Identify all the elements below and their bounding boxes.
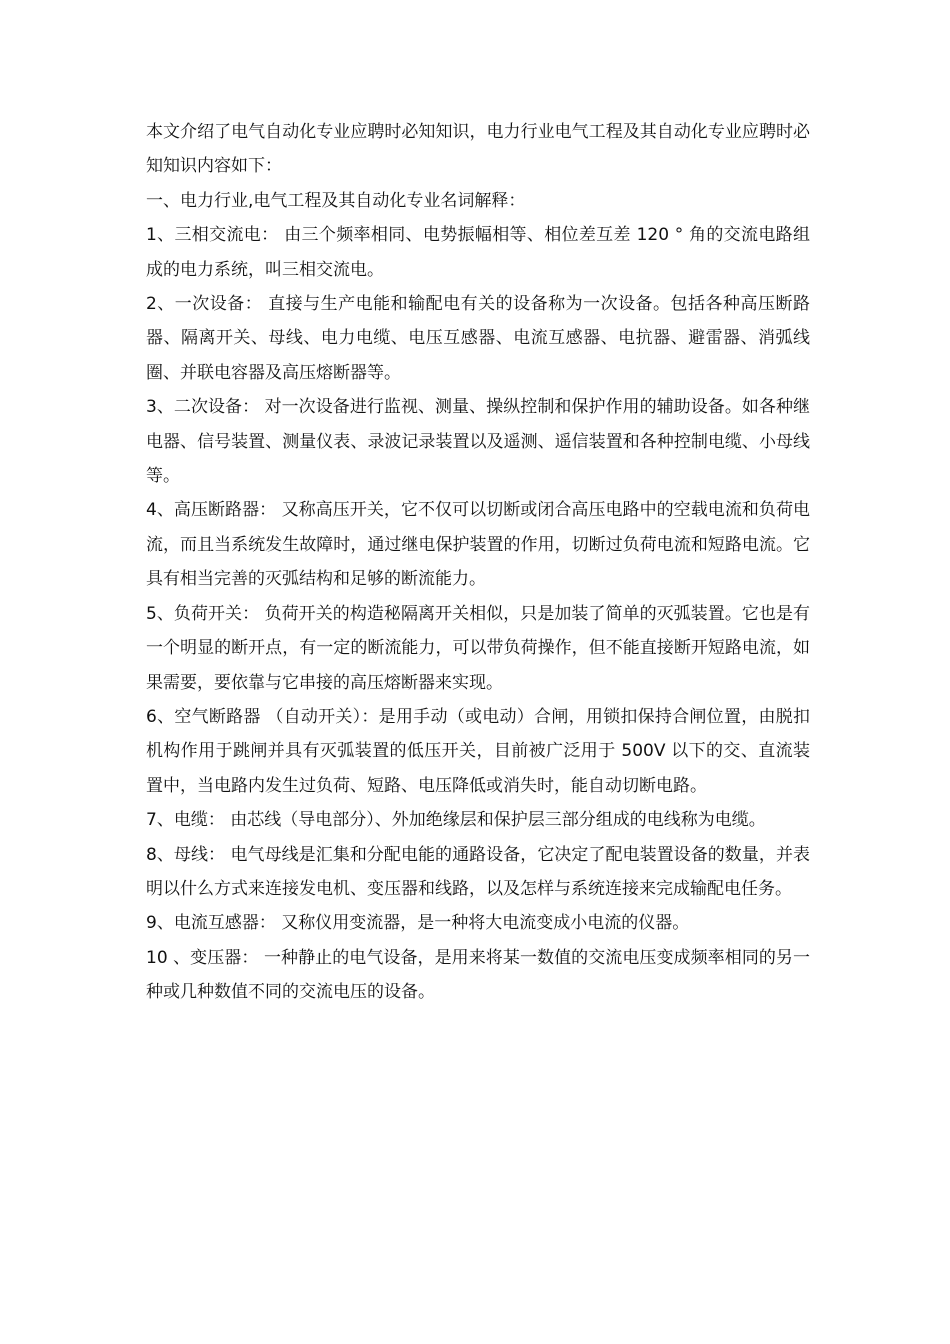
definition-text: （自动开关）：是用手动（或电动）合闸，用锁扣保持合闸位置，由脱扣机构作用于跳闸并具有灭弧装置的低压开关，目前被广泛用于 500V 以下的交、直流装置中，当电路内发生过负荷、短路、电压降低或消失时，能自动切断电路。 bbox=[146, 706, 811, 796]
definition-term: 10 、变压器： bbox=[146, 947, 259, 968]
definition-item bbox=[146, 597, 810, 700]
definition-text: 又称仪用变流器，是一种将大电流变成小电流的仪器。 bbox=[281, 913, 690, 934]
definition-text: 由三个频率相同、电势振幅相等、相位差互差 120 ° 角的交流电路组成的电力系统，叫三相交流电。 bbox=[146, 225, 810, 280]
definition-item bbox=[146, 390, 810, 493]
document-body bbox=[146, 115, 810, 1010]
definition-item bbox=[146, 493, 810, 596]
definition-term: 2、一次设备： bbox=[146, 294, 263, 315]
definition-term: 1、三相交流电： bbox=[146, 225, 279, 246]
definition-item bbox=[146, 803, 810, 837]
definition-item bbox=[146, 906, 810, 940]
definition-term: 9、电流互感器： bbox=[146, 913, 276, 934]
definition-term: 7、电缆： bbox=[146, 810, 225, 831]
definition-item bbox=[146, 218, 810, 287]
definition-item bbox=[146, 287, 810, 390]
section-heading: 一、电力行业,电气工程及其自动化专业名词解释： bbox=[146, 190, 526, 211]
definition-item bbox=[146, 838, 810, 907]
definition-text: 直接与生产电能和输配电有关的设备称为一次设备。包括各种高压断路器、隔离开关、母线、电力电缆、电压互感器、电流互感器、电抗器、避雷器、消弧线圈、并联电容器及高压熔断器等。 bbox=[146, 294, 811, 383]
definition-term: 8、母线： bbox=[146, 844, 226, 865]
definition-text: 电气母线是汇集和分配电能的通路设备，它决定了配电装置设备的数量，并表明以什么方式来连接发电机、变压器和线路，以及怎样与系统连接来完成输配电任务。 bbox=[146, 844, 810, 899]
definition-text: 负荷开关的构造秘隔离开关相似，只是加装了简单的灭弧装置。它也是有一个明显的断开点，有一定的断流能力，可以带负荷操作，但不能直接断开短路电流，如果需要，要依靠与它串接的高压熔断器来实现。 bbox=[146, 603, 810, 693]
definition-item bbox=[146, 700, 810, 803]
intro-paragraph: 本文介绍了电气自动化专业应聘时必知知识，电力行业电气工程及其自动化专业应聘时必知知识内容如下： bbox=[146, 122, 810, 177]
definition-text: 由芯线（导电部分）、外加绝缘层和保护层三部分组成的电线称为电缆。 bbox=[230, 810, 766, 831]
definition-term: 3、二次设备： bbox=[146, 397, 260, 418]
definition-text: 又称高压开关，它不仅可以切断或闭合高压电路中的空载电流和负荷电流，而且当系统发生故障时，通过继电保护装置的作用，切断过负荷电流和短路电流。它具有相当完善的灭弧结构和足够的断流能力。 bbox=[146, 500, 810, 590]
definition-text: 对一次设备进行监视、测量、操纵控制和保护作用的辅助设备。如各种继电器、信号装置、测量仪表、录波记录装置以及遥测、遥信装置和各种控制电缆、小母线等。 bbox=[146, 397, 810, 487]
definition-text: 一种静止的电气设备，是用来将某一数值的交流电压变成频率相同的另一种或几种数值不同的交流电压的设备。 bbox=[146, 947, 811, 1003]
definition-term: 4、高压断路器： bbox=[146, 500, 277, 521]
definition-term: 5、负荷开关： bbox=[146, 603, 260, 624]
definition-item bbox=[146, 941, 810, 1010]
definition-term: 6、空气断路器 bbox=[146, 706, 261, 727]
